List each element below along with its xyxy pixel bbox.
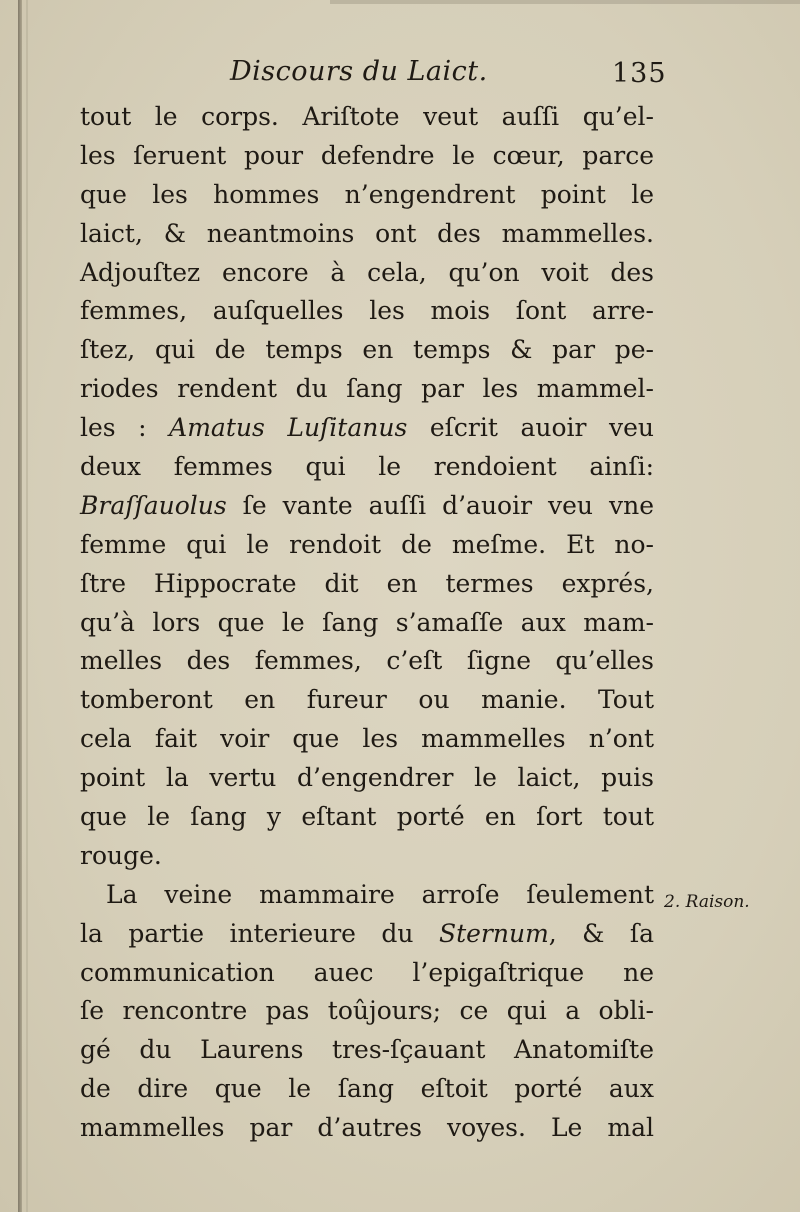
text-line: femme qui le rendoit de meſme. Et no-: [80, 529, 654, 559]
text-line: point la vertu d’engendrer le laict, puis: [80, 763, 654, 793]
text-line: Adjouſtez encore à cela, qu’on voit des: [80, 257, 654, 287]
text-line: deux femmes qui le rendoient ainſi:: [80, 452, 654, 482]
line-text: les :: [80, 413, 170, 443]
text-line: femmes, auſquelles les mois ſont arre-: [80, 296, 654, 326]
text-line: de dire que le ſang eſtoit porté aux: [80, 1074, 654, 1104]
text-line: cela fait voir que les mammelles n’ont: [80, 724, 654, 754]
author-name-italic: Amatus Luſitanus: [169, 413, 408, 443]
page-binding-edge: [18, 0, 22, 1212]
running-head: Discours du Laict.: [230, 56, 488, 87]
text-line: gé du Laurens tres-ſçauant Anatomiſte: [80, 1035, 654, 1065]
page-binding-shadow: [26, 0, 28, 1212]
page-number: 135: [612, 58, 667, 89]
margin-note: 2. Raison.: [664, 892, 750, 912]
text-line: que le ſang y eſtant porté en ſort tout: [80, 802, 654, 832]
text-line: ſe rencontre pas toûjours; ce qui a obli-: [80, 996, 654, 1026]
page-top-edge: [330, 0, 800, 4]
term-italic: Sternum: [438, 918, 549, 948]
text-line: [80, 487, 654, 526]
text-line: mammelles par d’autres voyes. Le mal: [80, 1113, 654, 1143]
line-text: ſe vante auſſi d’auoir veu vne: [226, 490, 654, 520]
line-text: la partie interieure du: [80, 918, 439, 948]
author-name-italic: Braſſauolus: [80, 490, 227, 520]
text-line: melles des femmes, c’eſt ſigne qu’elles: [80, 646, 654, 676]
text-line: communication auec l’epigaſtrique ne: [80, 957, 654, 987]
text-line: tout le corps. Ariſtote veut auſſi qu’el-: [80, 102, 654, 131]
text-line: [80, 409, 654, 448]
text-line: La veine mammaire arroſe ſeulement: [106, 879, 654, 909]
text-line: [80, 915, 654, 954]
text-line: qu’à lors que le ſang s’amaſſe aux mam-: [80, 607, 654, 637]
text-line: que les hommes n’engendrent point le: [80, 179, 654, 209]
text-line: riodes rendent du ſang par les mammel-: [80, 374, 654, 404]
line-text: eſcrit auoir veu: [407, 413, 655, 443]
text-line: tomberont en fureur ou manie. Tout: [80, 685, 654, 715]
body-text: [80, 98, 654, 1148]
text-line: ſtez, qui de temps en temps & par pe-: [80, 335, 654, 365]
text-line: rouge.: [80, 840, 162, 870]
text-line: ſtre Hippocrate dit en termes exprés,: [80, 568, 654, 598]
text-line: les ſeruent pour defendre le cœur, parce: [80, 140, 654, 170]
text-line: laict, & neantmoins ont des mammelles.: [80, 218, 654, 248]
line-text: , & ſa: [548, 918, 654, 948]
